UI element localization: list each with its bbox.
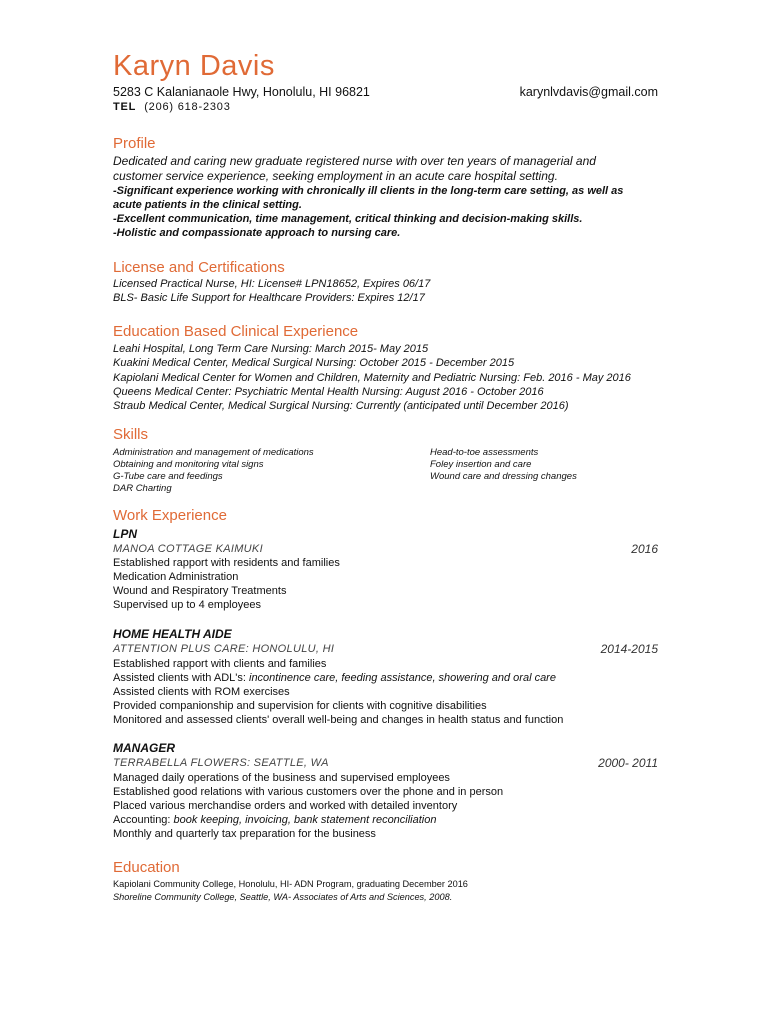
job-years: 2014-2015 bbox=[600, 642, 658, 656]
job-years: 2000- 2011 bbox=[598, 756, 658, 770]
license-item: Licensed Practical Nurse, HI: License# LPN18652, Expires 06/17 bbox=[113, 278, 431, 290]
skill-item: DAR Charting bbox=[113, 483, 172, 494]
skills-heading: Skills bbox=[113, 426, 149, 443]
profile-bullet-1b: acute patients in the clinical setting. bbox=[113, 199, 302, 211]
job-duty: Assisted clients with ROM exercises bbox=[113, 686, 290, 698]
job-employer: TERRABELLA FLOWERS: SEATTLE, WA bbox=[113, 757, 329, 769]
clinical-item: Kapiolani Medical Center for Women and Children, Maternity and Pediatric Nursing: Feb. 2016 - May 2016 bbox=[113, 372, 631, 384]
job-duty: Wound and Respiratory Treatments bbox=[113, 585, 287, 597]
job-duty: Medication Administration bbox=[113, 571, 239, 583]
job-title: LPN bbox=[113, 527, 137, 541]
telephone bbox=[113, 101, 231, 113]
email-address[interactable]: karynlvdavis@gmail.com bbox=[519, 85, 658, 99]
skill-item: Head-to-toe assessments bbox=[430, 447, 539, 458]
job-title: MANAGER bbox=[113, 741, 175, 755]
skill-item: Administration and management of medications bbox=[113, 447, 314, 458]
job-duty bbox=[113, 814, 436, 826]
job-employer: MANOA COTTAGE KAIMUKI bbox=[113, 543, 263, 555]
candidate-name: Karyn Davis bbox=[113, 50, 275, 82]
job-duty: Monitored and assessed clients' overall well-being and changes in health status and function bbox=[113, 714, 564, 726]
job-duty-detail: book keeping, invoicing, bank statement reconciliation bbox=[173, 814, 437, 826]
job-duty: Established rapport with clients and families bbox=[113, 658, 327, 670]
address: 5283 C Kalanianaole Hwy, Honolulu, HI 96821 bbox=[113, 85, 370, 99]
skill-item: G-Tube care and feedings bbox=[113, 471, 223, 482]
job-duty: Supervised up to 4 employees bbox=[113, 599, 261, 611]
clinical-item: Queens Medical Center: Psychiatric Mental Health Nursing: August 2016 - October 2016 bbox=[113, 386, 544, 398]
licenses-heading: License and Certifications bbox=[113, 259, 285, 276]
job-duty: Placed various merchandise orders and worked with detailed inventory bbox=[113, 800, 458, 812]
tel-number: (206) 618-2303 bbox=[144, 101, 231, 113]
education-item: Shoreline Community College, Seattle, WA- Associates of Arts and Sciences, 2008. bbox=[113, 892, 453, 902]
profile-line-2: customer service experience, seeking employment in an acute care hospital setting. bbox=[113, 169, 558, 183]
profile-bullet-1a: -Significant experience working with chronically ill clients in the long-term care setting, as well as bbox=[113, 185, 624, 197]
license-item: BLS- Basic Life Support for Healthcare Providers: Expires 12/17 bbox=[113, 292, 425, 304]
skill-item: Foley insertion and care bbox=[430, 459, 532, 470]
clinical-item: Leahi Hospital, Long Term Care Nursing: March 2015- May 2015 bbox=[113, 343, 429, 355]
job-duty: Monthly and quarterly tax preparation for the business bbox=[113, 828, 376, 840]
job-duty-lead: Accounting: bbox=[113, 814, 174, 826]
education-heading: Education bbox=[113, 859, 180, 876]
profile-bullet-3: -Holistic and compassionate approach to nursing care. bbox=[113, 227, 401, 239]
job-duty-lead: Assisted clients with ADL's: bbox=[113, 672, 249, 684]
job-employer: ATTENTION PLUS CARE: HONOLULU, HI bbox=[113, 643, 335, 655]
clinical-item: Straub Medical Center, Medical Surgical Nursing: Currently (anticipated until December 2016) bbox=[113, 400, 569, 412]
clinical-heading: Education Based Clinical Experience bbox=[113, 323, 359, 340]
job-duty: Provided companionship and supervision for clients with cognitive disabilities bbox=[113, 700, 487, 712]
job-duty bbox=[113, 672, 556, 684]
tel-label: TEL bbox=[113, 101, 137, 113]
profile-heading: Profile bbox=[113, 135, 156, 152]
job-duty: Managed daily operations of the business and supervised employees bbox=[113, 772, 450, 784]
clinical-item: Kuakini Medical Center, Medical Surgical Nursing: October 2015 - December 2015 bbox=[113, 357, 515, 369]
profile-line-1: Dedicated and caring new graduate registered nurse with over ten years of managerial and bbox=[113, 154, 596, 168]
job-title: HOME HEALTH AIDE bbox=[113, 627, 232, 641]
work-heading: Work Experience bbox=[113, 507, 227, 524]
profile-bullet-2: -Excellent communication, time management, critical thinking and decision-making skills. bbox=[113, 213, 583, 225]
skill-item: Obtaining and monitoring vital signs bbox=[113, 459, 264, 470]
job-duty-detail: incontinence care, feeding assistance, showering and oral care bbox=[249, 672, 556, 684]
job-duty: Established good relations with various customers over the phone and in person bbox=[113, 786, 504, 798]
job-duty: Established rapport with residents and families bbox=[113, 557, 340, 569]
education-item: Kapiolani Community College, Honolulu, HI- ADN Program, graduating December 2016 bbox=[113, 879, 468, 889]
skill-item: Wound care and dressing changes bbox=[430, 471, 577, 482]
job-years: 2016 bbox=[631, 542, 658, 556]
